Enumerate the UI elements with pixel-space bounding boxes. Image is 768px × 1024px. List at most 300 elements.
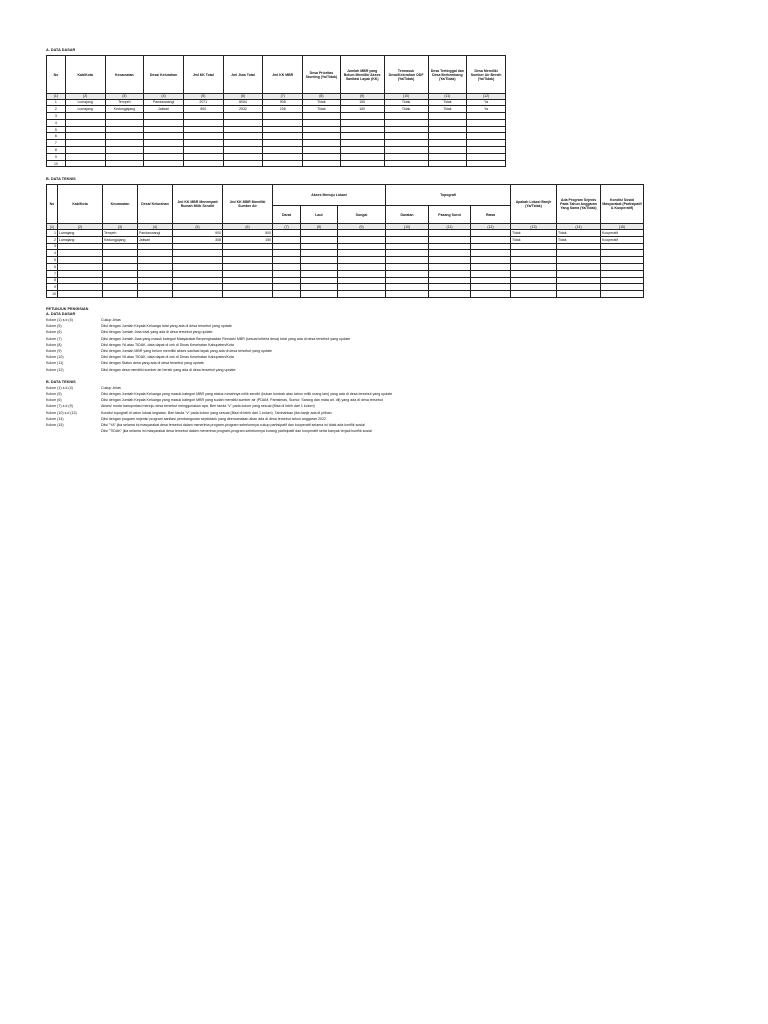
table-cell: 3 bbox=[47, 113, 66, 120]
col-number: (8) bbox=[301, 224, 338, 230]
table-cell bbox=[601, 243, 644, 250]
instruction-text: Diisi dengan desa memiliki sumber air bersih yang ada di desa tersebut yang update bbox=[101, 367, 236, 372]
table-cell bbox=[303, 160, 341, 167]
table-cell bbox=[183, 119, 223, 126]
table-cell bbox=[386, 277, 429, 284]
table-cell bbox=[467, 113, 506, 120]
instruction-key: Kolom (5) bbox=[46, 324, 62, 329]
col-number: (1) bbox=[47, 94, 66, 100]
instructions-b-title: B. DATA TEKNIS bbox=[46, 379, 76, 384]
col-header: Desa Prioritas Stunting (Ya/Tidak) bbox=[303, 56, 341, 94]
table-cell bbox=[273, 277, 301, 284]
table-cell bbox=[511, 270, 557, 277]
table-cell bbox=[467, 140, 506, 147]
table-cell bbox=[223, 140, 263, 147]
table-cell bbox=[557, 291, 601, 298]
instruction-key: Kolom (11) bbox=[46, 361, 64, 366]
instruction-text: Diisi dengan Jumlah Kepala Keluarga yang masuk kategori MBR yang status rumahnya milik sendiri (bukan kontrak atau tahun milik orang lain) yang ada di desa tersebut yang update bbox=[101, 391, 393, 396]
table-cell: 2532 bbox=[223, 106, 263, 113]
instruction-text: Cukup Jelas bbox=[101, 317, 121, 322]
table-cell bbox=[386, 236, 429, 243]
table-cell bbox=[601, 270, 644, 277]
table-cell bbox=[301, 284, 338, 291]
table-cell bbox=[183, 126, 223, 133]
table-cell bbox=[65, 147, 105, 154]
table-cell bbox=[223, 291, 273, 298]
table-cell bbox=[301, 270, 338, 277]
table-cell bbox=[301, 250, 338, 257]
col-number: (12) bbox=[471, 224, 511, 230]
table-cell bbox=[386, 250, 429, 257]
table-cell bbox=[428, 147, 467, 154]
instruction-text: Diisi dengan Jumlah Kepala Keluarga total yang ada di desa tersebut yang update bbox=[101, 324, 232, 329]
table-cell bbox=[303, 140, 341, 147]
instructions bbox=[46, 307, 638, 434]
table-cell bbox=[105, 126, 144, 133]
table-cell bbox=[429, 291, 471, 298]
instruction-text: Kondisi topografi di calon lokasi kegiatan. Beri tanda "v" pada kolom yang sesuai (Bisa di lebih dari 1 kolom). Tambahkan jika banjir ada di pilihan bbox=[101, 410, 332, 415]
table-cell: 7 bbox=[47, 270, 58, 277]
table-cell bbox=[511, 277, 557, 284]
instruction-key: Kolom (1) s.d (4) bbox=[46, 317, 73, 322]
table-cell: Tidak bbox=[428, 106, 467, 113]
table-cell bbox=[429, 250, 471, 257]
table-cell bbox=[65, 126, 105, 133]
table-cell bbox=[338, 284, 386, 291]
col-header: Kecamatan bbox=[105, 56, 144, 94]
table-cell bbox=[384, 133, 428, 140]
table-cell: 9 bbox=[47, 153, 66, 160]
col-rawa: Rawa bbox=[471, 206, 511, 224]
table-row bbox=[47, 113, 506, 120]
table-cell bbox=[303, 147, 341, 154]
instruction-text: Diisi dengan program sejenis/ program sanitasi pembangunan septictank yang direncanakan akan ada di desa tersebut tahun anggaran 2022 bbox=[101, 416, 326, 421]
table-cell bbox=[511, 284, 557, 291]
table-cell bbox=[340, 119, 384, 126]
table-row bbox=[47, 140, 506, 147]
table-cell bbox=[601, 257, 644, 264]
col-no: No bbox=[47, 185, 58, 224]
table-cell: 6 bbox=[47, 263, 58, 270]
table-cell bbox=[429, 263, 471, 270]
table-row bbox=[47, 99, 506, 106]
table-cell bbox=[386, 257, 429, 264]
table-cell bbox=[263, 160, 303, 167]
table-cell bbox=[223, 270, 273, 277]
table-cell bbox=[105, 160, 144, 167]
table-cell bbox=[338, 250, 386, 257]
table-cell: 4 bbox=[47, 119, 66, 126]
table-cell bbox=[223, 257, 273, 264]
data-dasar-table bbox=[46, 55, 506, 167]
table-cell bbox=[429, 236, 471, 243]
col-header: Jml Jiwa Total bbox=[223, 56, 263, 94]
data-teknis-table bbox=[46, 184, 644, 297]
table-cell bbox=[273, 284, 301, 291]
col-number: (11) bbox=[428, 94, 467, 100]
table-cell bbox=[103, 277, 138, 284]
table-cell bbox=[65, 113, 105, 120]
instructions-title: PETUNJUK PENGISIAN bbox=[46, 306, 89, 311]
table-cell: Tidak bbox=[303, 106, 341, 113]
col-header: Desa Tertinggal dan Desa Berkembang (Ya/Tidak) bbox=[428, 56, 467, 94]
table-cell bbox=[429, 277, 471, 284]
table-cell bbox=[338, 277, 386, 284]
table-cell bbox=[144, 153, 184, 160]
table-row bbox=[47, 263, 644, 270]
table-cell bbox=[429, 257, 471, 264]
col-number: (5) bbox=[173, 224, 223, 230]
table-cell bbox=[338, 263, 386, 270]
table-row bbox=[47, 133, 506, 140]
table-cell bbox=[223, 277, 273, 284]
table-cell bbox=[223, 243, 273, 250]
table-cell bbox=[601, 284, 644, 291]
table-cell bbox=[384, 160, 428, 167]
table-cell: 1 bbox=[47, 229, 58, 236]
table-cell bbox=[103, 243, 138, 250]
section-b-title: B. DATA TEKNIS bbox=[46, 177, 76, 182]
table-cell bbox=[183, 113, 223, 120]
instruction-key: Kolom (6) bbox=[46, 330, 62, 335]
table-cell bbox=[428, 126, 467, 133]
table-cell: 2 bbox=[47, 236, 58, 243]
table-row bbox=[47, 291, 644, 298]
table-cell bbox=[58, 270, 103, 277]
table-cell: 8 bbox=[47, 277, 58, 284]
col-number: (4) bbox=[138, 224, 173, 230]
table-cell bbox=[103, 291, 138, 298]
instruction-key: Kolom (8) bbox=[46, 342, 62, 347]
table-cell: 2071 bbox=[183, 99, 223, 106]
table-cell bbox=[557, 263, 601, 270]
table-cell: Tidak bbox=[428, 99, 467, 106]
col-sungai: Sungai bbox=[338, 206, 386, 224]
table-cell bbox=[273, 291, 301, 298]
col-darat: Darat bbox=[273, 206, 301, 224]
table-row bbox=[47, 119, 506, 126]
table-cell bbox=[429, 229, 471, 236]
table-cell: Tempeh bbox=[105, 99, 144, 106]
table-cell bbox=[471, 243, 511, 250]
table-cell bbox=[223, 113, 263, 120]
instruction-text: Diisi dengan YA atau TIDAK, data dapat di cek di Dinas Kesehatan Kabupaten/Kota bbox=[101, 342, 234, 347]
table-cell bbox=[301, 236, 338, 243]
table-cell bbox=[471, 270, 511, 277]
table-cell bbox=[58, 277, 103, 284]
table-cell bbox=[338, 270, 386, 277]
table-cell bbox=[303, 126, 341, 133]
table-cell bbox=[601, 250, 644, 257]
table-row bbox=[47, 160, 506, 167]
table-row bbox=[47, 243, 644, 250]
table-cell: 150 bbox=[340, 99, 384, 106]
table-cell bbox=[467, 126, 506, 133]
table-row bbox=[47, 106, 506, 113]
table-cell: Lumajang bbox=[65, 106, 105, 113]
table-cell bbox=[471, 257, 511, 264]
table-cell bbox=[340, 140, 384, 147]
table-cell bbox=[471, 277, 511, 284]
table-cell bbox=[263, 113, 303, 120]
col-daratan: Daratan bbox=[386, 206, 429, 224]
table-cell bbox=[338, 257, 386, 264]
table-cell bbox=[103, 270, 138, 277]
table-cell bbox=[471, 263, 511, 270]
table-cell: 8054 bbox=[223, 99, 263, 106]
col-kab-kota: Kab/Kota bbox=[58, 185, 103, 224]
col-number: (2) bbox=[58, 224, 103, 230]
table-cell bbox=[471, 291, 511, 298]
table-row bbox=[47, 229, 644, 236]
table-cell bbox=[223, 263, 273, 270]
table-cell bbox=[386, 291, 429, 298]
table-row bbox=[47, 147, 506, 154]
table-cell bbox=[144, 126, 184, 133]
col-header: Desa Memiliki Sumber Air Bersih (Ya/Tidak) bbox=[467, 56, 506, 94]
col-banjir: Apakah Lokasi Banjir (Ya/Tidak) bbox=[511, 185, 557, 224]
col-program: Ada Program Sejenis Pada Tahun Anggaran Yang Sama (Ya/Tidak) bbox=[557, 185, 601, 224]
col-number: (6) bbox=[223, 94, 263, 100]
table-cell: Tempeh bbox=[103, 229, 138, 236]
col-number: (5) bbox=[183, 94, 223, 100]
table-cell bbox=[58, 257, 103, 264]
table-cell: 800 bbox=[183, 106, 223, 113]
instruction-text: Cukup Jelas bbox=[101, 385, 121, 390]
table-cell bbox=[429, 243, 471, 250]
table-cell: Kooperatif bbox=[601, 229, 644, 236]
table-cell: 908 bbox=[263, 99, 303, 106]
table-cell: Ya bbox=[467, 99, 506, 106]
table-cell bbox=[467, 153, 506, 160]
table-cell: 7 bbox=[47, 140, 66, 147]
instruction-text: Diisi dengan Jumlah Jiwa total yang ada di desa tersebut yang update bbox=[101, 330, 213, 335]
table-cell bbox=[386, 270, 429, 277]
table-cell bbox=[557, 250, 601, 257]
col-akses-group: Akses Menuju Lokasi bbox=[273, 185, 386, 206]
table-cell: 5 bbox=[47, 257, 58, 264]
table-cell: Tidak bbox=[384, 106, 428, 113]
col-number: (11) bbox=[429, 224, 471, 230]
table-cell: 500 bbox=[223, 229, 273, 236]
col-number: (7) bbox=[273, 224, 301, 230]
table-cell bbox=[601, 291, 644, 298]
col-header: Jumlah MBR yang Belum Memiliki Akses Sanitasi Layak (KK) bbox=[340, 56, 384, 94]
col-number: (9) bbox=[338, 224, 386, 230]
instruction-text: Diisi dengan Jumlah MBR yang belum memiliki akses sanitasi layak yang ada di desa tersebut yang update bbox=[101, 348, 272, 353]
spreadsheet-page bbox=[46, 48, 642, 434]
table-cell: 308 bbox=[173, 236, 223, 243]
table-cell bbox=[467, 147, 506, 154]
table-cell bbox=[338, 291, 386, 298]
table-cell bbox=[340, 126, 384, 133]
table-cell bbox=[301, 291, 338, 298]
col-header: Desa/ Kelurahan bbox=[144, 56, 184, 94]
table-cell bbox=[263, 133, 303, 140]
col-number: (10) bbox=[384, 94, 428, 100]
col-number: (8) bbox=[303, 94, 341, 100]
table-cell bbox=[173, 270, 223, 277]
table-cell bbox=[105, 140, 144, 147]
table-cell bbox=[144, 147, 184, 154]
table-cell bbox=[384, 126, 428, 133]
table-cell bbox=[273, 236, 301, 243]
table-cell bbox=[273, 263, 301, 270]
table-cell bbox=[273, 270, 301, 277]
table-cell bbox=[105, 113, 144, 120]
table-cell bbox=[428, 133, 467, 140]
table-cell bbox=[173, 291, 223, 298]
table-cell bbox=[384, 140, 428, 147]
table-cell bbox=[471, 229, 511, 236]
table-cell bbox=[511, 250, 557, 257]
table-cell bbox=[65, 160, 105, 167]
table-cell bbox=[467, 133, 506, 140]
table-cell bbox=[105, 153, 144, 160]
instruction-key: Kolom (14) bbox=[46, 416, 64, 421]
table-cell bbox=[557, 243, 601, 250]
instruction-key bbox=[46, 428, 101, 434]
table-cell: Lumajang bbox=[58, 236, 103, 243]
table-cell bbox=[223, 160, 263, 167]
table-cell bbox=[173, 257, 223, 264]
table-row bbox=[47, 250, 644, 257]
col-number: (12) bbox=[467, 94, 506, 100]
table-cell bbox=[338, 243, 386, 250]
table-cell bbox=[138, 270, 173, 277]
table-cell: 150 bbox=[340, 106, 384, 113]
table-cell bbox=[103, 263, 138, 270]
table-cell bbox=[263, 126, 303, 133]
col-header: Jml KK MBR bbox=[263, 56, 303, 94]
table-cell bbox=[301, 229, 338, 236]
table-cell bbox=[103, 250, 138, 257]
table-cell bbox=[557, 270, 601, 277]
table-cell bbox=[386, 284, 429, 291]
table-cell bbox=[428, 119, 467, 126]
table-cell bbox=[273, 257, 301, 264]
table-cell bbox=[511, 243, 557, 250]
table-cell: 3 bbox=[47, 243, 58, 250]
table-cell bbox=[183, 147, 223, 154]
table-cell: Jatisari bbox=[144, 106, 184, 113]
table-cell bbox=[471, 284, 511, 291]
col-topografi-group: Topografi bbox=[386, 185, 511, 206]
table-cell: Kedungjajang bbox=[105, 106, 144, 113]
instructions-a-title: A. DATA DASAR bbox=[46, 311, 76, 316]
table-cell bbox=[138, 263, 173, 270]
table-cell bbox=[144, 113, 184, 120]
table-cell bbox=[557, 284, 601, 291]
table-cell bbox=[340, 133, 384, 140]
table-cell bbox=[601, 277, 644, 284]
table-cell: Tidak bbox=[511, 229, 557, 236]
col-number: (3) bbox=[105, 94, 144, 100]
instruction-key: Kolom (5) bbox=[46, 391, 62, 396]
table-cell bbox=[386, 229, 429, 236]
col-number: (13) bbox=[511, 224, 557, 230]
table-cell bbox=[173, 263, 223, 270]
table-cell bbox=[58, 284, 103, 291]
table-cell bbox=[340, 160, 384, 167]
instruction-key: Kolom (12) bbox=[46, 367, 64, 372]
table-row bbox=[47, 284, 644, 291]
table-cell bbox=[105, 133, 144, 140]
col-kecamatan: Kecamatan bbox=[103, 185, 138, 224]
table-cell bbox=[138, 250, 173, 257]
col-header: Termasuk Desa/Kelurahan ODF (Ya/Tidak) bbox=[384, 56, 428, 94]
table-cell bbox=[173, 277, 223, 284]
table-cell bbox=[557, 257, 601, 264]
table-cell bbox=[173, 284, 223, 291]
instruction-text: Diisi "YA" jika selama ini masyarakat desa tersebut dalam menerima program-program sebelumnya cukup partisipatif dan kooperatif selama ini tidak ada konflik sosial bbox=[101, 422, 365, 427]
col-number: (15) bbox=[601, 224, 644, 230]
table-cell bbox=[511, 257, 557, 264]
instruction-text: Diisi dengan Status desa yang ada di desa tersebut yang update bbox=[101, 361, 204, 366]
table-cell bbox=[303, 133, 341, 140]
table-cell: 4 bbox=[47, 250, 58, 257]
table-cell bbox=[428, 140, 467, 147]
table-cell bbox=[223, 126, 263, 133]
table-cell bbox=[183, 160, 223, 167]
table-cell bbox=[429, 284, 471, 291]
table-cell bbox=[144, 140, 184, 147]
table-row bbox=[47, 257, 644, 264]
col-number: (4) bbox=[144, 94, 184, 100]
table-cell: Pandanwangi bbox=[144, 99, 184, 106]
table-cell bbox=[273, 243, 301, 250]
table-row bbox=[47, 277, 644, 284]
table-cell bbox=[144, 133, 184, 140]
col-kk-air: Jml KK MBR Memiliki Sumber Air bbox=[223, 185, 273, 224]
table-cell bbox=[144, 119, 184, 126]
col-number: (3) bbox=[103, 224, 138, 230]
table-cell bbox=[138, 284, 173, 291]
table-cell: Tidak bbox=[557, 229, 601, 236]
col-sosial: Kondisi Sosial Masyarakat (Partisipatif & Kooperatif) bbox=[601, 185, 644, 224]
table-row bbox=[47, 126, 506, 133]
table-cell: 2 bbox=[47, 106, 66, 113]
table-cell: Kedungjajang bbox=[103, 236, 138, 243]
table-cell bbox=[340, 153, 384, 160]
table-cell: 208 bbox=[263, 106, 303, 113]
table-cell: Tidak bbox=[557, 236, 601, 243]
table-cell bbox=[428, 153, 467, 160]
table-cell bbox=[301, 277, 338, 284]
table-cell bbox=[173, 250, 223, 257]
table-cell bbox=[223, 147, 263, 154]
col-number: (6) bbox=[223, 224, 273, 230]
col-laut: Laut bbox=[301, 206, 338, 224]
table-cell: Tidak bbox=[511, 236, 557, 243]
table-cell bbox=[138, 257, 173, 264]
table-cell bbox=[65, 133, 105, 140]
table-cell bbox=[223, 119, 263, 126]
col-desa: Desa/ Kelurahan bbox=[138, 185, 173, 224]
instruction-text: Akses/ moda transportasi menuju desa tersebut menggunakan apa. Beri tanda "v" pada kolom yang sesuai (Bisa di lebih dari 1 kolom) bbox=[101, 404, 315, 409]
col-kk-menempati: Jml KK MBR Menempati Rumah Milik Sendiri bbox=[173, 185, 223, 224]
instruction-text: Diisi "TIDAK" jika selama ini masyarakat desa tersebut dalam menerima program-program sebelumnya kurang partisipatif dan kooperatif serta banyak terjadi konflik sosial bbox=[101, 429, 372, 434]
table-cell: 150 bbox=[223, 236, 273, 243]
instruction-item bbox=[46, 367, 638, 373]
table-cell bbox=[138, 243, 173, 250]
table-cell bbox=[273, 250, 301, 257]
table-cell bbox=[340, 113, 384, 120]
table-cell bbox=[467, 119, 506, 126]
table-cell bbox=[338, 236, 386, 243]
table-cell bbox=[58, 291, 103, 298]
table-cell bbox=[303, 153, 341, 160]
